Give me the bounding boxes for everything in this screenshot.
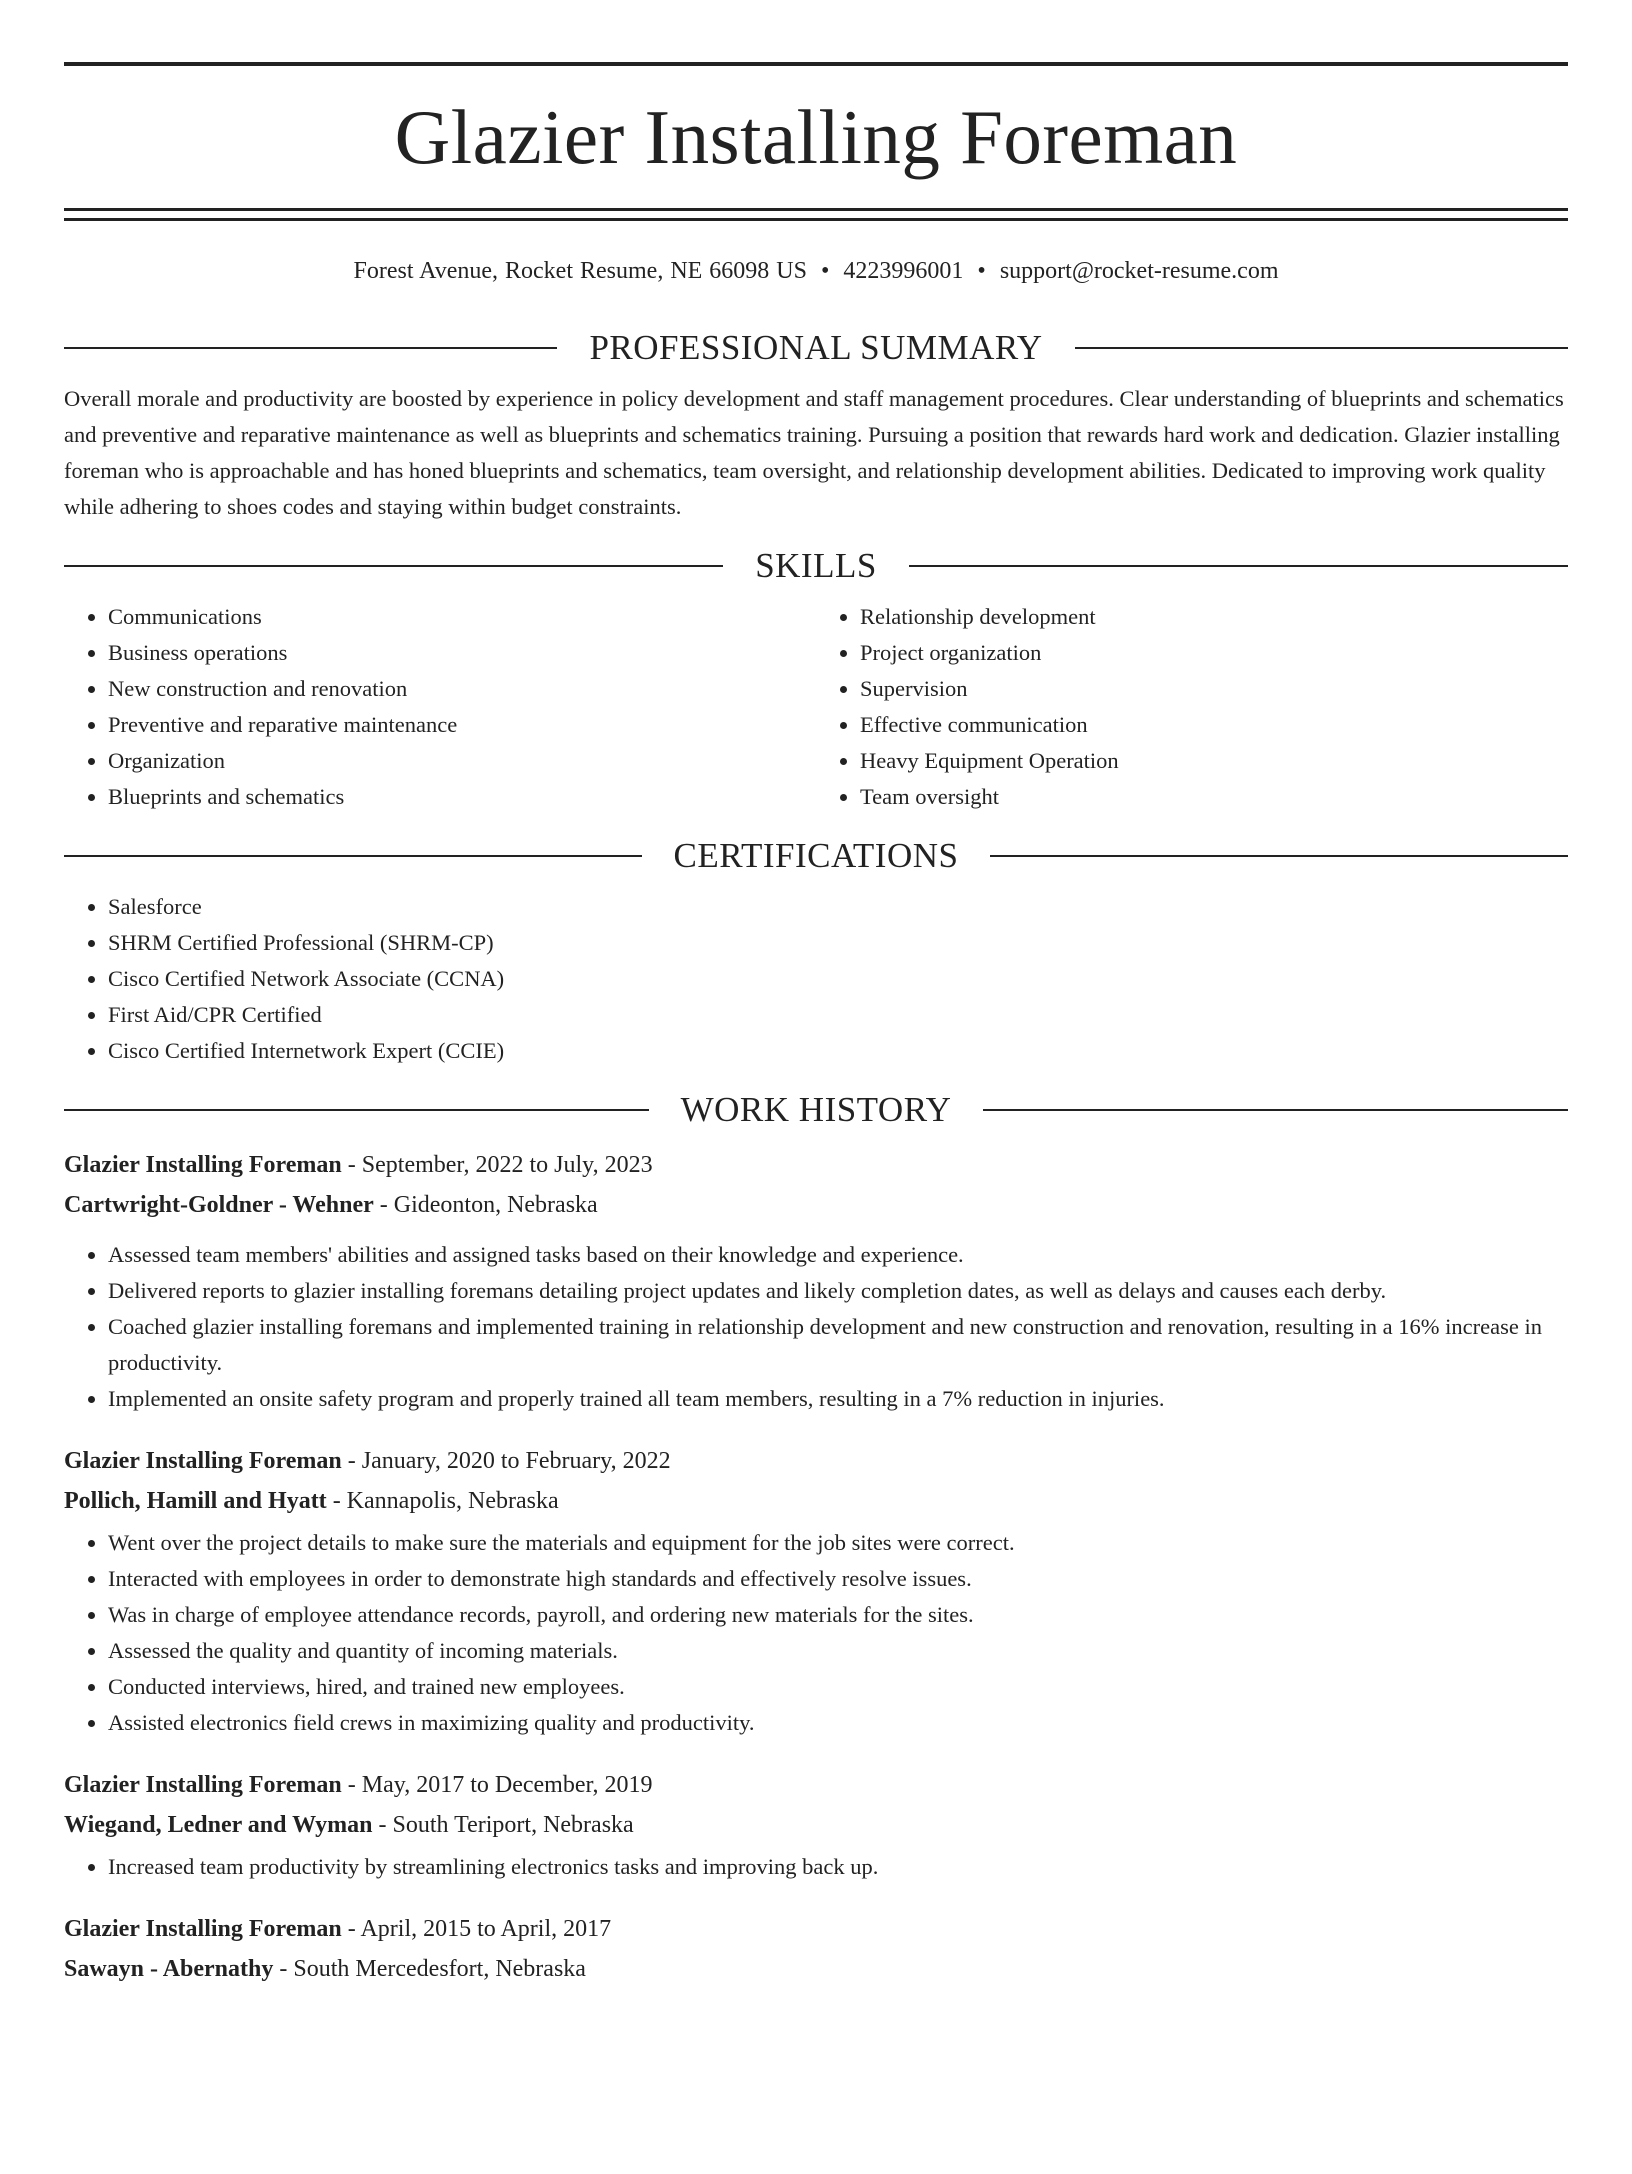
- job-dates: - January, 2020 to February, 2022: [341, 1448, 671, 1474]
- certification-item: • SHRM Certified Professional (SHRM-CP): [108, 925, 1568, 961]
- work-history-list: [64, 1145, 1568, 1989]
- job-bullets: [64, 1849, 1568, 1885]
- job-title-line: [64, 1441, 1568, 1481]
- divider-line: [1075, 347, 1568, 349]
- certification-item: • Cisco Certified Network Associate (CCNA): [108, 961, 1568, 997]
- job-entry: [64, 1441, 1568, 1741]
- job-bullet: • Assessed the quality and quantity of incoming materials.: [108, 1633, 1568, 1669]
- job-location: - Kannapolis, Nebraska: [326, 1488, 559, 1514]
- job-dates: - May, 2017 to December, 2019: [341, 1772, 653, 1798]
- skill-item: • Relationship development: [860, 599, 1568, 635]
- job-entry: [64, 1765, 1568, 1885]
- name-wrap: [64, 66, 1568, 208]
- resume-page: [0, 62, 1632, 2174]
- phone: 4223996001: [843, 258, 964, 284]
- skill-item: • New construction and renovation: [108, 671, 816, 707]
- divider-line: [64, 855, 642, 857]
- skill-item: • Blueprints and schematics: [108, 779, 816, 815]
- job-title: Glazier Installing Foreman: [64, 1152, 342, 1178]
- skill-item: • Heavy Equipment Operation: [860, 743, 1568, 779]
- job-bullet: • Was in charge of employee attendance records, payroll, and ordering new materials for the sites.: [108, 1597, 1568, 1633]
- work-history-heading: [64, 1087, 1568, 1133]
- certifications-list: [64, 889, 1568, 1069]
- skills-columns: [64, 599, 1568, 815]
- job-location: - South Mercedesfort, Nebraska: [273, 1956, 586, 1982]
- skill-item: • Effective communication: [860, 707, 1568, 743]
- skill-item: • Organization: [108, 743, 816, 779]
- job-bullet: • Coached glazier installing foremans and implemented training in relationship development and new construction and renovation, resulting in a 16% increase in productivity.: [108, 1309, 1568, 1381]
- divider-line: [64, 1109, 649, 1111]
- skills-list-left: [64, 599, 816, 815]
- certification-item: • First Aid/CPR Certified: [108, 997, 1568, 1033]
- job-bullets: [64, 1525, 1568, 1741]
- skills-heading: [64, 543, 1568, 589]
- candidate-name: Glazier Installing Foreman: [394, 94, 1238, 180]
- job-bullet: • Interacted with employees in order to demonstrate high standards and effectively resolve issues.: [108, 1561, 1568, 1597]
- certification-item: • Cisco Certified Internetwork Expert (CCIE): [108, 1033, 1568, 1069]
- section-title: SKILLS: [755, 546, 877, 585]
- skill-item: • Communications: [108, 599, 816, 635]
- email[interactable]: support@rocket-resume.com: [999, 258, 1279, 284]
- summary-heading: [64, 325, 1568, 371]
- contact-line: [64, 251, 1568, 291]
- job-bullet: • Implemented an onsite safety program and properly trained all team members, resulting in a 7% reduction in injuries.: [108, 1381, 1568, 1417]
- job-company: Pollich, Hamill and Hyatt: [64, 1488, 327, 1514]
- job-bullet: • Assisted electronics field crews in maximizing quality and productivity.: [108, 1705, 1568, 1741]
- job-title-line: [64, 1145, 1568, 1185]
- job-bullet: • Assessed team members' abilities and assigned tasks based on their knowledge and experience.: [108, 1237, 1568, 1273]
- job-bullet: • Delivered reports to glazier installing foremans detailing project updates and likely completion dates, as well as delays and causes each derby.: [108, 1273, 1568, 1309]
- skills-list-right: [816, 599, 1568, 815]
- job-location: - Gideonton, Nebraska: [373, 1192, 598, 1218]
- certifications-heading: [64, 833, 1568, 879]
- divider-line: [990, 855, 1568, 857]
- address: Forest Avenue, Rocket Resume, NE 66098 US: [353, 258, 807, 284]
- job-title-line: [64, 1765, 1568, 1805]
- skill-item: • Business operations: [108, 635, 816, 671]
- skill-item: • Team oversight: [860, 779, 1568, 815]
- job-entry: [64, 1909, 1568, 1989]
- job-company-line: [64, 1185, 1568, 1225]
- contact-separator: •: [977, 258, 986, 284]
- job-bullet: • Increased team productivity by streamlining electronics tasks and improving back up.: [108, 1849, 1568, 1885]
- contact-separator: •: [821, 258, 830, 284]
- job-company: Cartwright-Goldner - Wehner: [64, 1192, 374, 1218]
- job-company-line: [64, 1949, 1568, 1989]
- skill-item: • Preventive and reparative maintenance: [108, 707, 816, 743]
- job-location: - South Teriport, Nebraska: [372, 1812, 634, 1838]
- job-company-line: [64, 1805, 1568, 1845]
- skill-item: • Project organization: [860, 635, 1568, 671]
- section-title: WORK HISTORY: [680, 1090, 952, 1129]
- job-dates: - September, 2022 to July, 2023: [341, 1152, 653, 1178]
- certification-item: • Salesforce: [108, 889, 1568, 925]
- section-title: PROFESSIONAL SUMMARY: [589, 328, 1043, 367]
- job-title: Glazier Installing Foreman: [64, 1916, 342, 1942]
- job-title: Glazier Installing Foreman: [64, 1772, 342, 1798]
- job-dates: - April, 2015 to April, 2017: [341, 1916, 612, 1942]
- skill-item: • Supervision: [860, 671, 1568, 707]
- job-bullet: • Conducted interviews, hired, and trained new employees.: [108, 1669, 1568, 1705]
- double-rule: [64, 208, 1568, 221]
- section-title: CERTIFICATIONS: [673, 836, 959, 875]
- divider-line: [64, 347, 557, 349]
- summary-text: Overall morale and productivity are boosted by experience in policy development and staff management procedures. Clear understanding of blueprints and schematics and preventive and reparative maintenance as well as blueprints and schematics training. Pursuing a position that rewards hard work and dedication. Glazier installing foreman who is approachable and has honed blueprints and schematics, team oversight, and relationship development abilities. Dedicated to improving work quality while adhering to shoes codes and staying within budget constraints.: [64, 386, 1564, 519]
- job-title-line: [64, 1909, 1568, 1949]
- job-company: Sawayn - Abernathy: [64, 1956, 274, 1982]
- divider-line: [909, 565, 1568, 567]
- job-title: Glazier Installing Foreman: [64, 1448, 342, 1474]
- divider-line: [983, 1109, 1568, 1111]
- job-company: Wiegand, Ledner and Wyman: [64, 1812, 373, 1838]
- job-company-line: [64, 1481, 1568, 1521]
- job-bullet: • Went over the project details to make sure the materials and equipment for the job sites were correct.: [108, 1525, 1568, 1561]
- job-bullets: [64, 1237, 1568, 1417]
- divider-line: [64, 565, 723, 567]
- job-entry: [64, 1145, 1568, 1417]
